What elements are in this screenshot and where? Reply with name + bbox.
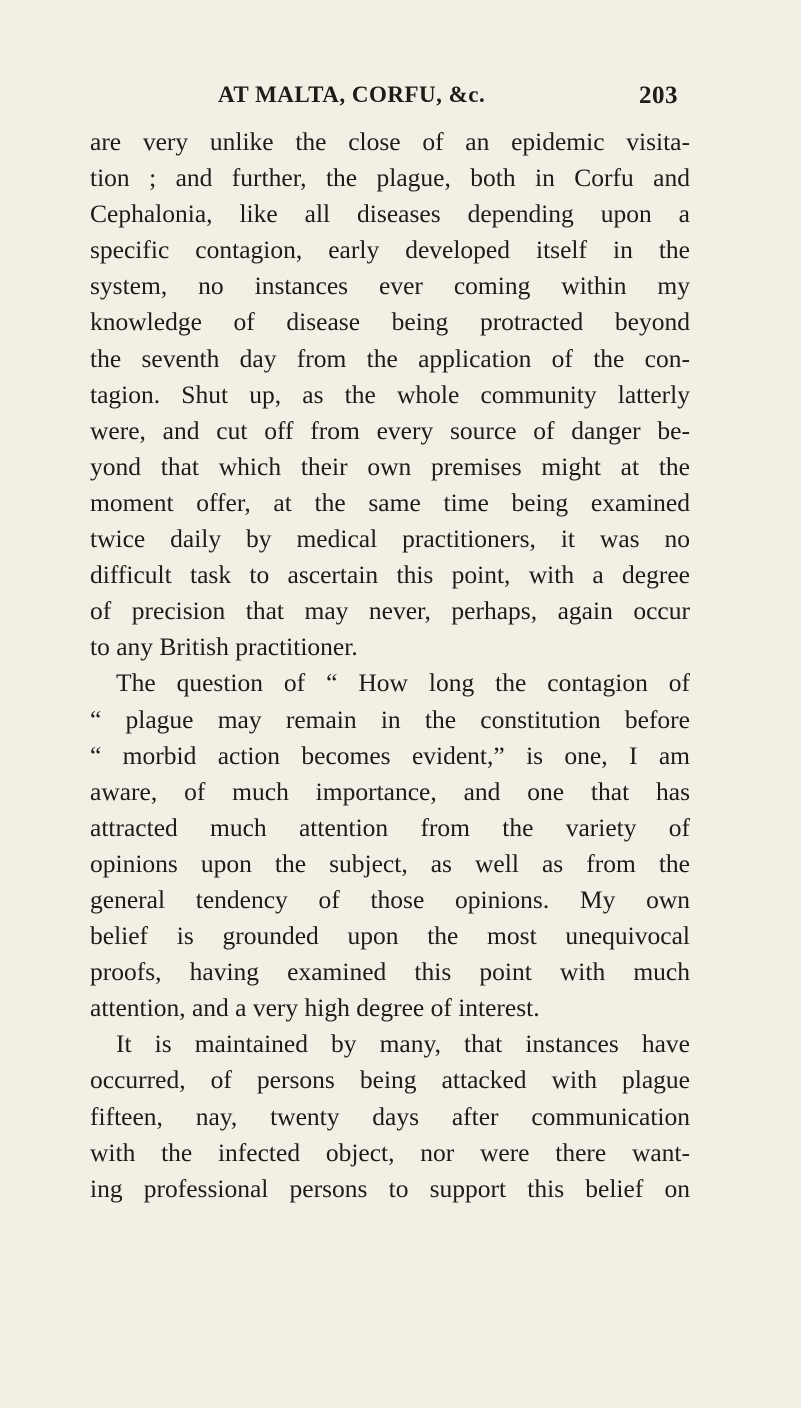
page-number: 203: [639, 82, 678, 109]
text-line: specific contagion, early developed itself in the: [90, 235, 690, 265]
text-line: proofs, having examined this point with much: [90, 957, 690, 987]
text-line: attracted much attention from the variety of: [90, 812, 690, 842]
text-line: opinions upon the subject, as well as from the: [90, 848, 690, 878]
text-line: to any British practitioner.: [90, 632, 358, 662]
text-line: general tendency of those opinions. My own: [90, 884, 690, 914]
text-line: knowledge of disease being protracted beyond: [90, 307, 690, 337]
running-head: [218, 82, 678, 122]
text-line: attention, and a very high degree of interest.: [90, 993, 540, 1023]
text-line: twice daily by medical practitioners, it was no: [90, 524, 690, 554]
text-line: of precision that may never, perhaps, again occur: [90, 596, 690, 626]
text-line: ing professional persons to support this belief on: [90, 1173, 690, 1203]
running-title: AT MALTA, CORFU, &c.: [218, 82, 486, 107]
text-line: moment offer, at the same time being examined: [90, 487, 690, 517]
text-line: were, and cut off from every source of danger be-: [90, 415, 690, 445]
text-line: occurred, of persons being attacked with plague: [90, 1065, 690, 1095]
text-line: system, no instances ever coming within my: [90, 271, 690, 301]
text-line: the seventh day from the application of the con-: [90, 343, 690, 373]
text-line: The question of “ How long the contagion of: [116, 668, 690, 698]
text-line: Cephalonia, like all diseases depending upon a: [90, 199, 690, 229]
text-line: fifteen, nay, twenty days after communication: [90, 1101, 690, 1131]
text-line: difficult task to ascertain this point, with a degree: [90, 560, 690, 590]
text-line: It is maintained by many, that instances have: [116, 1029, 690, 1059]
text-line: yond that which their own premises might at the: [90, 451, 690, 481]
text-line: tagion. Shut up, as the whole community latterly: [90, 379, 690, 409]
body-text: [90, 124, 690, 1207]
text-line: tion ; and further, the plague, both in Corfu and: [90, 163, 690, 193]
text-line: aware, of much importance, and one that has: [90, 776, 690, 806]
text-line: with the infected object, nor were there want-: [90, 1137, 690, 1167]
text-line: “ plague may remain in the constitution before: [90, 704, 690, 734]
text-line: belief is grounded upon the most unequivocal: [90, 921, 690, 951]
text-line: “ morbid action becomes evident,” is one, I am: [90, 740, 690, 770]
text-line: are very unlike the close of an epidemic visita-: [90, 127, 690, 156]
